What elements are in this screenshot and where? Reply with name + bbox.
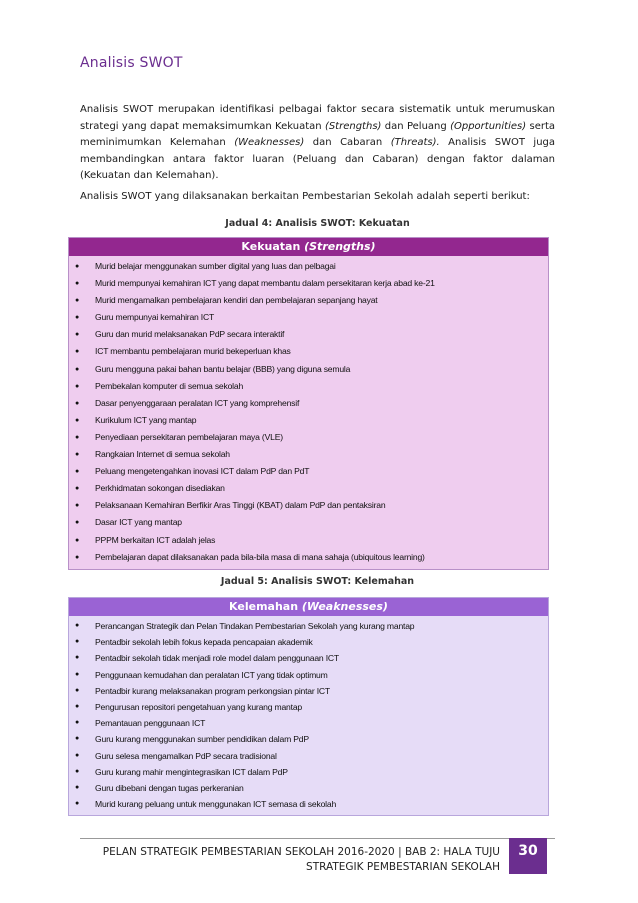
intro-text-5: Analisis SWOT juga membandingkan antara faktor luaran (Peluang dan Cabaran) dengan faktor dalaman (Kekuatan dan Kelemahan). [80,137,556,181]
list-item [69,764,548,780]
intro-italic-weaknesses: (Weaknesses) [234,137,305,148]
list-item [69,715,548,731]
list-item [69,258,548,275]
list-item-text: Rangkaian Internet di semua sekolah [95,449,230,460]
bullet-icon: ● [75,433,80,441]
intro-paragraph [80,102,555,185]
list-item-text: PPPM berkaitan ICT adalah jelas [95,534,216,545]
list-item-text: Dasar ICT yang mantap [95,517,182,528]
footer-divider [80,838,555,839]
list-item-text: Pembekalan komputer di semua sekolah [95,380,244,391]
bullet-icon: ● [75,502,80,510]
strengths-header-italic: (Strengths) [304,240,376,253]
strengths-header-text: Kekuatan [241,240,305,253]
list-item-text: Guru selesa mengamalkan PdP secara tradisional [95,750,277,761]
bullet-icon: ● [75,399,80,407]
list-item [69,412,548,429]
list-item [69,378,548,395]
list-item [69,699,548,715]
footer-text [80,845,500,875]
list-item-text: Dasar penyenggaraan peralatan ICT yang komprehensif [95,397,300,408]
list-item [69,514,548,531]
intro-italic-strengths: (Strengths) [324,120,382,132]
list-item-text: Murid kurang peluang untuk menggunakan ICT semasa di sekolah [95,799,337,810]
bullet-icon: ● [75,365,80,373]
list-item [69,309,548,326]
list-item-text: Guru kurang menggunakan sumber pendidikan dalam PdP [95,734,309,745]
bullet-icon: ● [75,735,80,743]
list-item-text: Pentadbir sekolah lebih fokus kepada pencapaian akademik [95,637,313,648]
bullet-icon: ● [75,800,80,808]
intro-text-2: dan Peluang [381,120,451,132]
list-item-text: Kurikulum ICT yang mantap [95,414,197,425]
bullet-icon: ● [75,280,80,288]
bullet-icon: ● [75,519,80,527]
bullet-icon: ● [75,719,80,727]
list-item-text: Pembelajaran dapat dilaksanakan pada bila-bila masa di mana sahaja (ubiquitous learning) [95,551,425,562]
bullet-icon: ● [75,702,80,710]
strengths-table [68,237,549,570]
bullet-icon: ● [75,382,80,390]
bullet-icon: ● [75,451,80,459]
table-caption-weaknesses: Jadual 5: Analisis SWOT: Kelemahan [220,576,415,587]
list-item-text: Pengurusan repositori pengetahuan yang kurang mantap [95,701,302,712]
list-item [69,343,548,360]
list-item [69,532,548,549]
list-item-text: Guru dibebani dengan tugas perkeranian [95,782,244,793]
list-item [69,326,548,343]
list-item [69,395,548,412]
bullet-icon: ● [75,536,80,544]
bullet-icon: ● [75,314,80,322]
bullet-icon: ● [75,783,80,791]
intro-text-1: Analisis SWOT merupakan identifikasi pelbagai faktor secara sistematik untuk merumuskan strategi yang dapat memaksimumkan Kekuatan [80,104,555,132]
list-item-text: Guru dan murid melaksanakan PdP secara interaktif [95,329,285,340]
list-item-text: Pelaksanaan Kemahiran Berfikir Aras Tinggi (KBAT) dalam PdP dan pentaksiran [95,500,386,511]
list-item [69,634,548,650]
bullet-icon: ● [75,468,80,476]
list-item-text: Murid mengamalkan pembelajaran kendiri dan pembelajaran sepanjang hayat [95,295,378,306]
bullet-icon: ● [75,263,80,270]
list-item-text: Perkhidmatan sokongan disediakan [95,483,225,494]
list-item-text: Penggunaan kemudahan dan peralatan ICT yang tidak optimum [95,669,328,680]
list-item-text: Peluang mengetengahkan inovasi ICT dalam PdP dan PdT [95,466,310,477]
list-item [69,429,548,446]
table-caption-strengths: Jadual 4: Analisis SWOT: Kekuatan [225,218,410,229]
list-item [69,650,548,666]
intro-italic-threats: (Threats). [390,137,440,148]
list-item-text: Pemantauan penggunaan ICT [95,718,206,729]
intro-text-4: dan Cabaran [304,137,391,148]
bullet-icon: ● [75,638,80,646]
weaknesses-table-header [69,598,548,616]
bullet-icon: ● [75,348,80,356]
strengths-table-header [69,238,548,256]
footer-line-1: PELAN STRATEGIK PEMBESTARIAN SEKOLAH 2016-2020 | BAB 2: HALA TUJU [102,846,500,858]
list-item-text: Guru mengguna pakai bahan bantu belajar (BBB) yang diguna semula [95,363,351,374]
list-item [69,446,548,463]
list-item-text: Guru mempunyai kemahiran ICT [95,312,215,323]
bullet-icon: ● [75,485,80,493]
list-item [69,618,548,634]
list-item [69,463,548,480]
list-item-text: Guru kurang mahir mengintegrasikan ICT dalam PdP [95,766,288,777]
list-item [69,796,548,812]
list-item [69,549,548,566]
list-item [69,361,548,378]
bullet-icon: ● [75,751,80,759]
list-item [69,275,548,292]
list-item-text: Murid mempunyai kemahiran ICT yang dapat membantu dalam persekitaran kerja abad ke-21 [95,278,435,289]
list-item [69,480,548,497]
list-item [69,667,548,683]
intro-italic-opportunities: (Opportunities) [450,120,527,132]
list-item [69,497,548,514]
weaknesses-table [68,597,549,816]
list-item-text: Pentadbir sekolah tidak menjadi role model dalam penggunaan ICT [95,653,339,664]
intro-text-3: serta meminimumkan Kelemahan [80,120,556,148]
list-item [69,748,548,764]
lead-paragraph: Analisis SWOT yang dilaksanakan berkaitan Pembestarian Sekolah adalah seperti berikut: [80,191,530,202]
list-item-text: Murid belajar menggunakan sumber digital yang luas dan pelbagai [95,261,336,271]
strengths-list [69,256,548,569]
bullet-icon: ● [75,297,80,305]
bullet-icon: ● [75,654,80,662]
list-item [69,731,548,747]
list-item [69,292,548,309]
list-item [69,683,548,699]
bullet-icon: ● [75,331,80,339]
weaknesses-list [69,616,548,815]
list-item-text: Penyediaan persekitaran pembelajaran maya (VLE) [95,431,283,442]
page-number-badge: 30 [509,838,547,874]
list-item-text: ICT membantu pembelajaran murid bekeperluan khas [95,346,291,357]
weaknesses-header-text: Kelemahan [229,600,302,613]
bullet-icon: ● [75,670,80,678]
list-item-text: Pentadbir kurang melaksanakan program perkongsian pintar ICT [95,685,330,696]
bullet-icon: ● [75,767,80,775]
section-title: Analisis SWOT [80,55,183,71]
bullet-icon: ● [75,622,80,629]
bullet-icon: ● [75,416,80,424]
weaknesses-header-italic: (Weaknesses) [301,600,388,613]
list-item [69,780,548,796]
list-item-text: Perancangan Strategik dan Pelan Tindakan Pembestarian Sekolah yang kurang mantap [95,621,415,631]
footer-line-2: STRATEGIK PEMBESTARIAN SEKOLAH [306,861,500,873]
bullet-icon: ● [75,553,80,561]
bullet-icon: ● [75,686,80,694]
